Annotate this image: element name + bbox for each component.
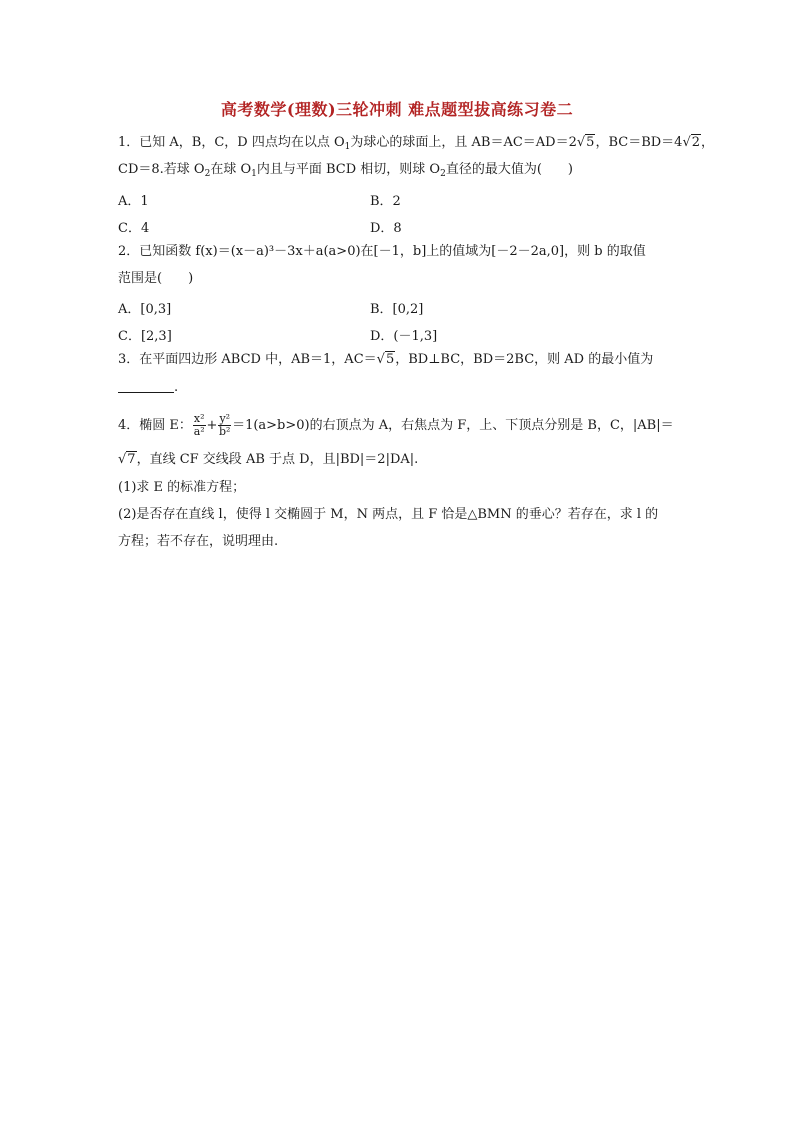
q4-part-1: (1)求 E 的标准方程； (118, 480, 246, 495)
q1-text: 1．已知 A，B，C，D 四点均在以点 O (118, 135, 345, 150)
q1-option-a: A．1 (118, 194, 149, 209)
q3-line-2: . (118, 380, 178, 396)
sqrt-symbol: √5 (376, 352, 395, 367)
sqrt-symbol: √5 (576, 135, 595, 150)
q1-text: 在球 O (210, 162, 252, 177)
q1-text: 直径的最大值为( ) (445, 162, 573, 177)
sqrt-symbol: √2 (682, 135, 701, 150)
answer-blank (118, 380, 174, 393)
subscript: 2 (204, 169, 211, 179)
q4-line-1: 4．椭圆 E： $\frac{\text{x²}}{\text{a²}}$ + $\frac{\text{y²}}{\text{b²}}$ ＝1(a>b>0)的右顶点为 A，右焦点为 F，上、下顶点分别是 B，C，|AB|＝ (118, 412, 674, 438)
q3-text: ，BD⊥BC，BD＝2BC，则 AD 的最小值为 (395, 352, 654, 367)
q4-text: ，直线 CF 交线段 AB 于点 D，且|BD|＝2|DA|. (136, 452, 419, 467)
subscript: 1 (344, 142, 351, 152)
fraction: $\frac{\text{y²}}{\text{b²}}$ (219, 412, 231, 438)
q4-part-2-line-1: (2)是否存在直线 l，使得 l 交椭圆于 M，N 两点，且 F 恰是△BMN 的垂心？若存在，求 l 的 (118, 507, 659, 522)
q2-option-b: B．[0,2] (370, 302, 424, 317)
q1-text: 内且与平面 BCD 相切，则球 O (256, 162, 441, 177)
q1-line-2 (118, 162, 573, 182)
q1-text: CD＝8.若球 O (118, 162, 205, 177)
q1-text: ， (701, 135, 715, 150)
q3-line-1 (118, 352, 653, 368)
q2-option-a: A．[0,3] (118, 302, 172, 317)
q4-line-2 (118, 452, 418, 468)
q1-text: ，BC＝BD＝4 (595, 135, 683, 150)
q1-option-d: D．8 (370, 221, 402, 236)
q4-text: ＝1(a>b>0)的右顶点为 A，右焦点为 F，上、下顶点分别是 B，C，|AB|＝ (232, 418, 674, 433)
q2-option-c: C．[2,3] (118, 329, 172, 344)
subscript: 1 (251, 169, 257, 179)
q1-line-1 (118, 135, 714, 155)
q1-option-c: C．4 (118, 221, 150, 236)
q3-text: 3．在平面四边形 ABCD 中，AB＝1，AC＝ (118, 352, 377, 367)
q2-line-1: 2．已知函数 f(x)＝(x－a)³－3x＋a(a>0)在[－1，b]上的值域为[－2－2a,0]，则 b 的取值 (118, 244, 646, 259)
q1-text: 为球心的球面上，且 AB＝AC＝AD＝2 (350, 135, 577, 150)
q1-option-b: B．2 (370, 194, 401, 209)
q4-text: 4．椭圆 E： (118, 418, 192, 433)
q2-option-d: D．(－1,3] (370, 329, 438, 344)
q2-line-2: 范围是( ) (118, 271, 194, 286)
q4-part-2-line-2: 方程；若不存在，说明理由. (118, 534, 279, 549)
subscript: 2 (440, 169, 446, 179)
page-title: 高考数学(理数)三轮冲刺 难点题型拔高练习卷二 (220, 100, 574, 119)
sqrt-symbol: √7 (118, 452, 136, 467)
fraction: $\frac{\text{x²}}{\text{a²}}$ (193, 412, 205, 438)
